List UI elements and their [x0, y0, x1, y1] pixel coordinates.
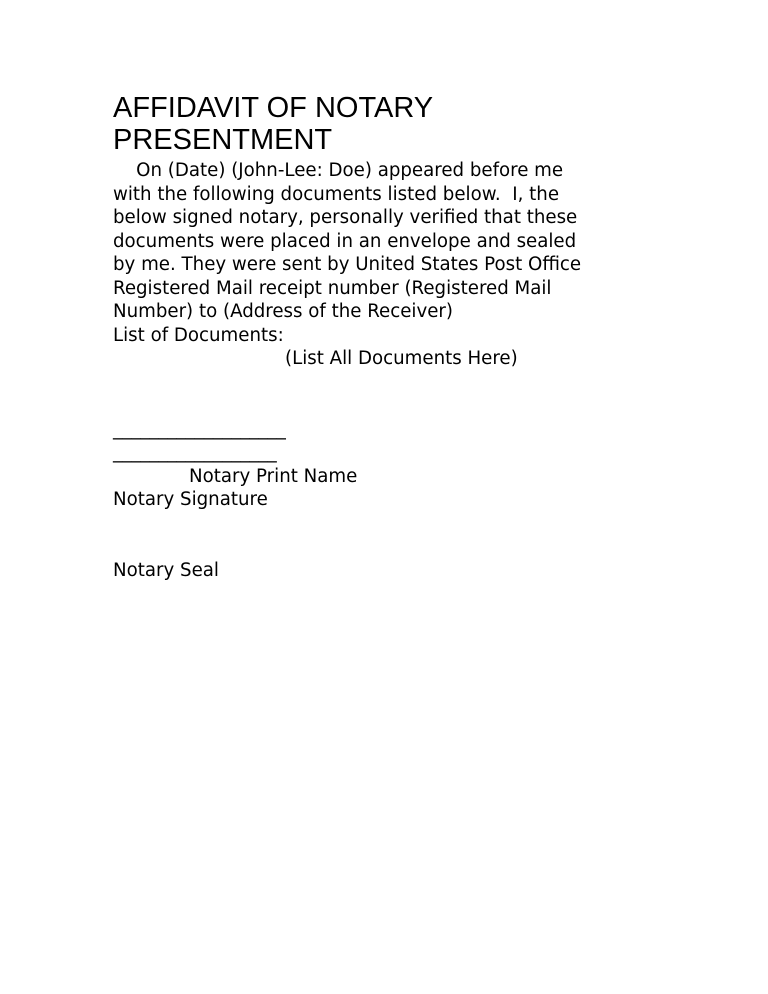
notary-seal-label: Notary Seal: [113, 559, 219, 581]
paragraph-line: by me. They were sent by United States Post Office: [113, 254, 582, 275]
paragraph-line: Registered Mail receipt number (Registered Mail: [113, 277, 552, 299]
title-line-2: PRESENTMENT: [113, 124, 333, 156]
spacer: [113, 371, 653, 418]
paragraph-line: documents were placed in an envelope and sealed: [113, 230, 577, 252]
paragraph-line: below signed notary, personally verified that these: [113, 207, 578, 228]
signature-line-2: __________________: [113, 442, 277, 463]
paragraph-line: On (Date) (John-Lee: Doe) appeared before me: [113, 160, 564, 181]
notary-signature-label: Notary Signature: [113, 489, 268, 510]
spacer: [113, 512, 653, 559]
notary-print-name-label: Notary Print Name: [189, 465, 358, 487]
title-line-1: AFFIDAVIT OF NOTARY: [113, 92, 434, 124]
document-title: [113, 92, 633, 156]
list-heading: List of Documents:: [113, 324, 284, 346]
list-placeholder: (List All Documents Here): [285, 348, 518, 369]
document-body: [113, 159, 653, 582]
signature-line-1: ___________________: [113, 418, 286, 440]
paragraph-line: Number) to (Address of the Receiver): [113, 301, 454, 322]
paragraph-line: with the following documents listed below. I, the: [113, 183, 560, 205]
